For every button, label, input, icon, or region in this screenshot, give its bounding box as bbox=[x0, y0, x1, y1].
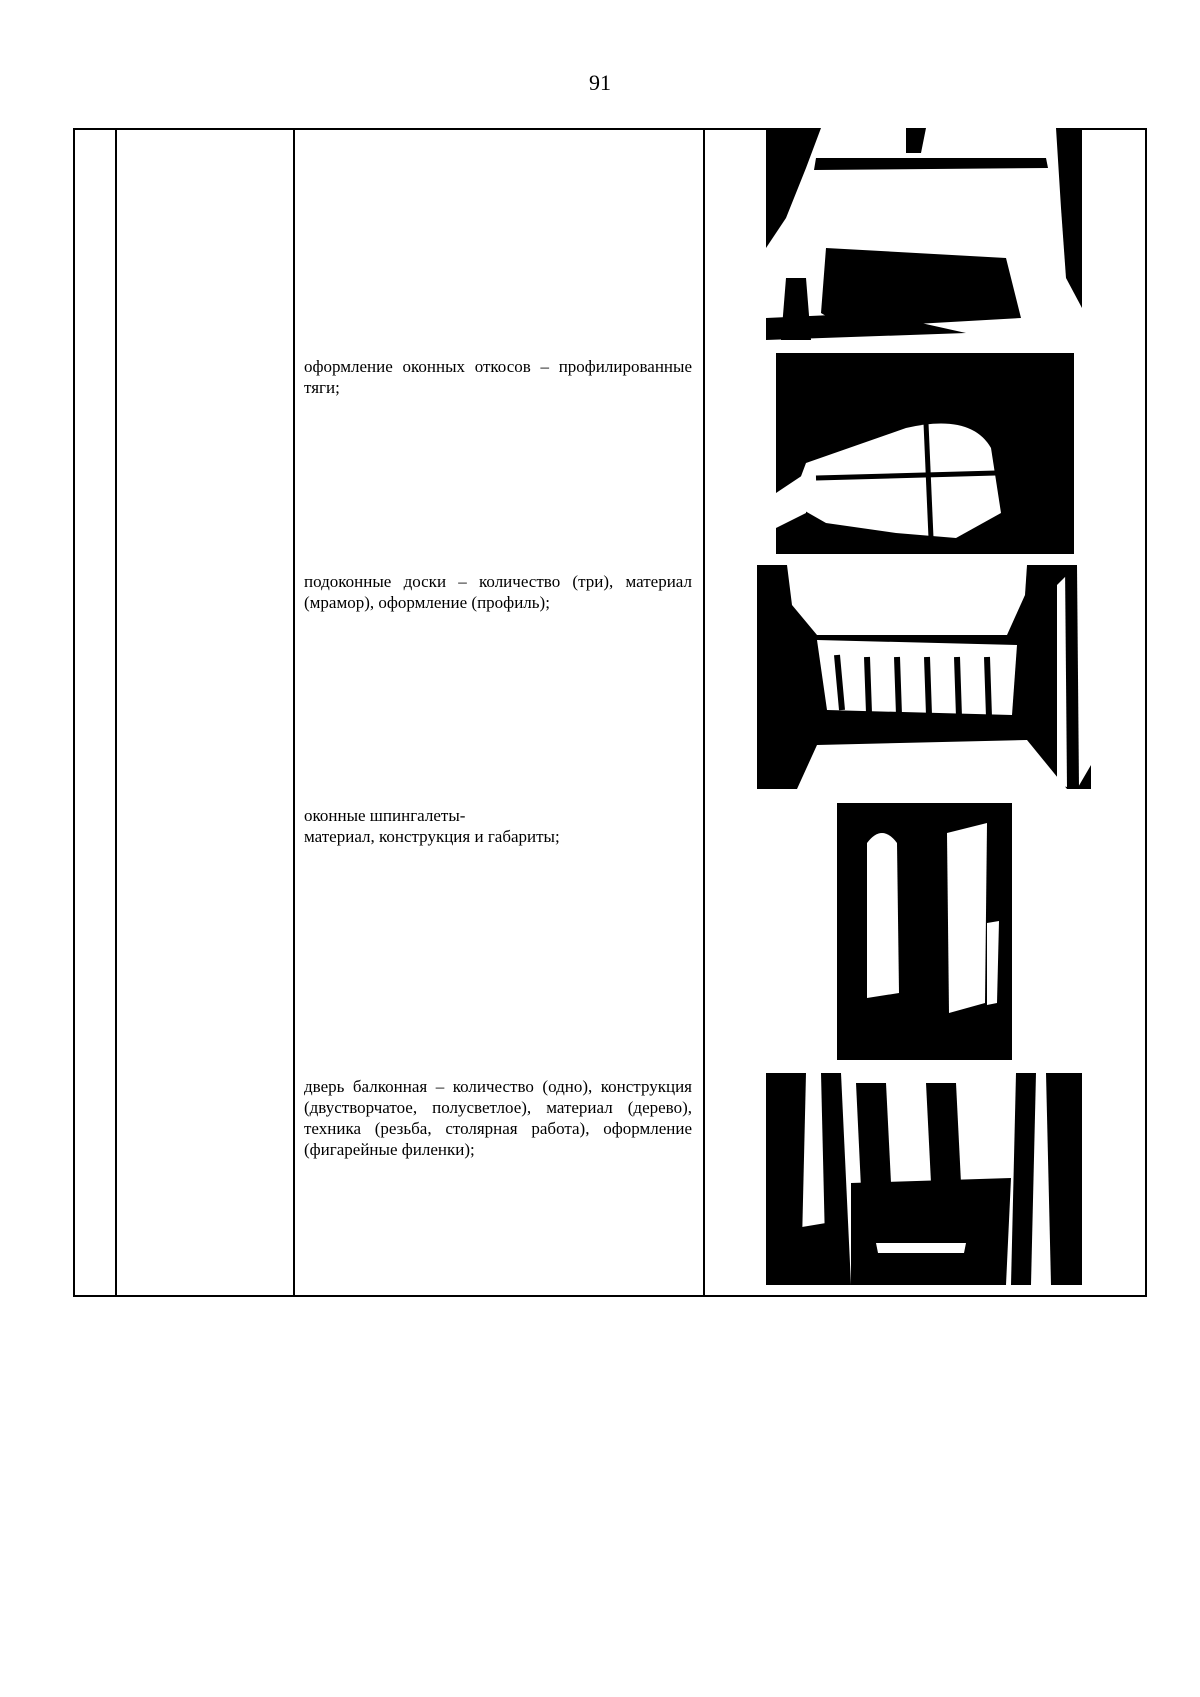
photo-windowsill bbox=[757, 565, 1091, 789]
description-window-latches: оконные шпингалеты- материал, конструкция и габариты; bbox=[304, 806, 560, 846]
description-windowsills: подоконные доски – количество (три), материал (мрамор), оформление (профиль); bbox=[304, 572, 692, 612]
description-balcony-door: дверь балконная – количество (одно), конструкция (двустворчатое, полусветлое), материал (дерево), техника (резьба, столярная работа), оформление (фигарейные филенки); bbox=[304, 1077, 692, 1159]
column-divider-3 bbox=[703, 130, 705, 1295]
column-divider-2 bbox=[293, 130, 295, 1295]
photo-window-top-profile bbox=[766, 128, 1082, 340]
photo-balcony-door bbox=[766, 1073, 1082, 1285]
photo-window-reveal bbox=[776, 353, 1074, 554]
page-number: 91 bbox=[589, 70, 611, 95]
column-divider-1 bbox=[115, 130, 117, 1295]
photo-window-latch bbox=[837, 803, 1012, 1060]
description-window-reveals: оформление оконных откосов – профилированные тяги; bbox=[304, 357, 692, 397]
